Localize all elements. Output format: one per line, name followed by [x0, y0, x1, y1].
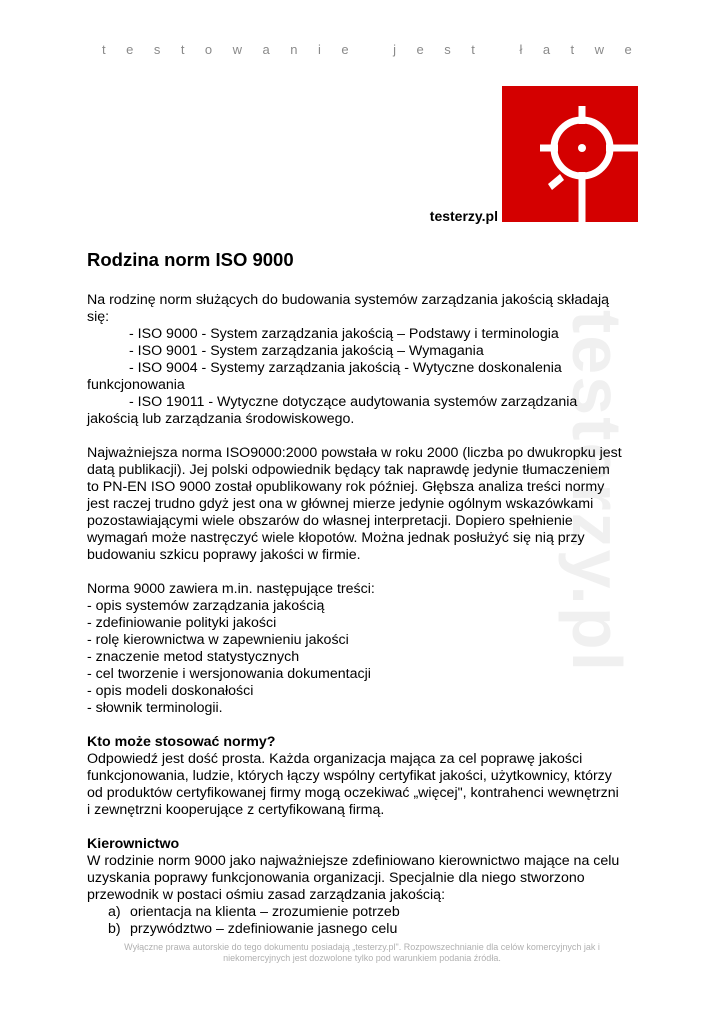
list-item: [87, 921, 647, 938]
tagline-letter: o: [204, 42, 213, 57]
tagline-letter: i: [317, 42, 321, 57]
list-text: przywództwo – zdefiniowanie jasnego celu: [130, 921, 398, 937]
tagline-letter: ł: [519, 42, 523, 57]
intro-line: się:: [87, 309, 110, 325]
tagline-letter: w: [594, 42, 605, 57]
paragraph-line: uzyskania poprawy funkcjonowania organizacji. Specjalnie dla niego stworzono: [87, 870, 585, 886]
tagline-letter: s: [444, 42, 451, 57]
intro-line: Na rodzinę norm służących do budowania systemów zarządzania jakością składają: [87, 292, 610, 308]
list-item: - zdefiniowanie polityki jakości: [87, 615, 277, 631]
list-item: - opis modeli doskonałości: [87, 683, 254, 699]
tagline-space: [495, 42, 499, 57]
copyright-footer: [87, 942, 637, 964]
tagline-letter: e: [416, 42, 424, 57]
list-item: [87, 904, 647, 921]
list-item: - cel tworzenie i wersjonowania dokumentacji: [87, 666, 371, 682]
paragraph-line: i zewnętrzni kooperujące z certyfikowaną firmą.: [87, 802, 385, 818]
page-title: Rodzina norm ISO 9000: [87, 249, 294, 270]
footer-line: niekomercyjnych jest dozwolone tylko pod warunkiem podania źródła.: [223, 953, 501, 963]
contents-intro: Norma 9000 zawiera m.in. następujące treści:: [87, 581, 375, 597]
tagline-letter: t: [471, 42, 475, 57]
paragraph-line: budowaniu szkicu poprawy jakości w firmie.: [87, 547, 361, 563]
tagline-space: [369, 42, 373, 57]
paragraph-line: W rodzinie norm 9000 jako najważniejsze zdefiniowano kierownictwo mające na celu: [87, 853, 620, 869]
list-marker: b): [108, 921, 121, 937]
tagline-letter: w: [232, 42, 243, 57]
logo: [502, 86, 638, 222]
list-item: - słownik terminologii.: [87, 700, 223, 716]
paragraph-line: datą publikacji). Jej polski odpowiednik będący tak naprawdę jedynie tłumaczeniem: [87, 462, 610, 478]
paragraph-line: Odpowiedź jest dość prosta. Każda organizacja mająca za cel poprawę jakości: [87, 751, 583, 767]
logo-text: testerzy.pl: [429, 208, 498, 224]
tagline-letter: t: [570, 42, 575, 57]
tagline-letter: a: [262, 42, 270, 57]
tagline-letter: e: [624, 42, 632, 57]
tagline-letter: t: [180, 42, 185, 57]
footer-line: Wyłączne prawa autorskie do tego dokumentu posiadają „testerzy.pl". Rozpowszechnianie dla celów komercyjnych jak i: [124, 942, 600, 952]
standard-item: - ISO 9000 - System zarządzania jakością – Podstawy i terminologia: [129, 326, 559, 342]
paragraph-line: przewodnik w postaci ośmiu zasad zarządzania jakością:: [87, 887, 446, 903]
standard-item: - ISO 19011 - Wytyczne dotyczące audytowania systemów zarządzania: [129, 394, 578, 410]
crosshair-icon: [502, 86, 638, 222]
document-body: [87, 248, 647, 938]
header-tagline: [102, 42, 632, 57]
list-marker: a): [108, 904, 121, 920]
tagline-letter: n: [290, 42, 298, 57]
standard-item-cont: funkcjonowania: [87, 377, 185, 393]
standard-item-cont: jakością lub zarządzania środowiskowego.: [87, 411, 355, 427]
paragraph-line: od produktów certyfikowanej firmy mogą oczekiwać „więcej", kontrahenci wewnętrzni: [87, 785, 619, 801]
list-item: - znaczenie metod statystycznych: [87, 649, 300, 665]
paragraph-line: wymagań może nastręczyć wiele kłopotów. Można jednak posłużyć się nią przy: [87, 530, 585, 546]
tagline-letter: s: [153, 42, 161, 57]
watermark-text: testerzy.pl: [558, 310, 636, 674]
tagline-letter: a: [542, 42, 551, 57]
tagline-letter: t: [102, 42, 106, 57]
list-item: - rolę kierownictwa w zapewnieniu jakości: [87, 632, 349, 648]
tagline-letter: j: [393, 42, 397, 57]
tagline-letter: e: [126, 42, 134, 57]
standard-item: - ISO 9001 - System zarządzania jakością – Wymagania: [129, 343, 484, 359]
tagline-letter: e: [341, 42, 349, 57]
paragraph-line: Najważniejsza norma ISO9000:2000 powstała w roku 2000 (liczba po dwukropku jest: [87, 445, 622, 461]
paragraph-line: pozostawiającymi wiele obszarów do własnej interpretacji. Dopiero spełnienie: [87, 513, 573, 529]
section-heading: Kierownictwo: [87, 836, 180, 852]
section-heading: Kto może stosować normy?: [87, 734, 276, 750]
principles-list: [87, 904, 647, 938]
standard-item: - ISO 9004 - Systemy zarządzania jakością - Wytyczne doskonalenia: [129, 360, 562, 376]
paragraph-line: to PN-EN ISO 9000 został opublikowany rok później. Głębsza analiza treści normy: [87, 479, 605, 495]
list-item: - opis systemów zarządzania jakością: [87, 598, 325, 614]
paragraph-line: funkcjonowania, ludzie, których łączy wspólny certyfikat jakości, użytkownicy, którzy: [87, 768, 612, 784]
paragraph-line: jest raczej trudno gdyż jest ona w głównej mierze jedynie ogólnym wskazówkami: [87, 496, 594, 512]
list-text: orientacja na klienta – zrozumienie potrzeb: [130, 904, 400, 920]
